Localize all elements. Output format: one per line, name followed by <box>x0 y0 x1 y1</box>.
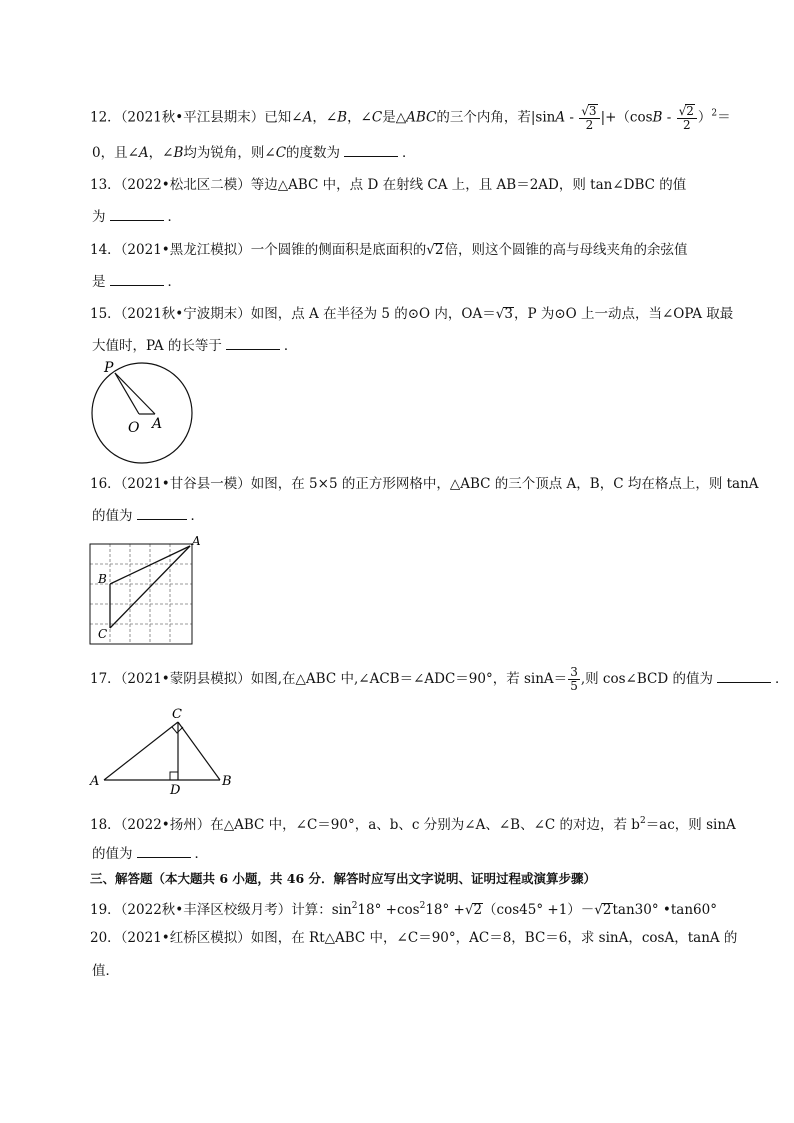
section-3-heading: 三、解答题（本大题共 6 小题，共 46 分．解答时应写出文字说明、证明过程或演算步骤） <box>90 871 597 886</box>
label-b: B <box>222 774 232 789</box>
q15-answer-blank[interactable] <box>226 337 280 350</box>
q18-line2: 的值为 ． <box>92 846 208 862</box>
q20-line1: 20．（2021•红桥区模拟）如图，在 Rt△ABC 中，∠C＝90°，AC＝8，BC＝6，求 sinA，cosA，tanA 的 <box>90 930 738 946</box>
q13-answer-blank[interactable] <box>110 208 164 221</box>
q14-line2: 是 ． <box>92 274 181 290</box>
q19-line: 19．（2022秋•丰泽区校级月考）计算：$\sin^218^\circ +\cos^218^\circ +√2(\cos 45^\circ +1)-√2\tan 30^\circ$ •tan60° <box>90 901 717 918</box>
q12-frac-sqrt2: $\frac{√2}{2}$ <box>677 104 697 132</box>
q17-triangle-figure <box>86 702 246 796</box>
label-a: A <box>192 534 201 548</box>
q15-line2: 大值时，PA 的长等于 ． <box>92 338 298 354</box>
q12-line1: 12．（2021秋•平江县期末）已知∠A，∠B，∠C是△ABC的三个内角，若|sinA - $\frac{√3}{2}$ |+（cosB - $\frac{√2}{2}$ ）$^2$＝ <box>90 104 731 132</box>
q16-answer-blank[interactable] <box>137 507 187 520</box>
q17-answer-blank[interactable] <box>717 670 771 683</box>
label-b: B <box>98 572 107 586</box>
q17-frac: $\frac{3}{5}$ <box>570 665 578 693</box>
q14-answer-blank[interactable] <box>110 273 164 286</box>
label-d: D <box>170 783 181 798</box>
q18-line1: 18．（2022•扬州）在△ABC 中，∠C＝90°，a、b、c 分别为∠A、∠B、∠C 的对边，若 $b^2=ac$，则 sinA <box>90 816 736 833</box>
q20-line2: 值． <box>92 963 119 979</box>
circle-o <box>92 363 192 463</box>
label-a: A <box>90 774 100 789</box>
label-c: C <box>172 707 182 722</box>
q13-line1: 13．（2022•松北区二模）等边△ABC 中，点 D 在射线 CA 上，且 AB＝2AD，则 tan∠DBC 的值 <box>90 177 687 193</box>
q12-line2: 0，且∠A，∠B均为锐角，则∠C的度数为 ． <box>92 145 416 161</box>
q12-answer-blank[interactable] <box>344 144 398 157</box>
q16-grid-figure <box>88 536 208 648</box>
q15-line1: 15．（2021秋•宁波期末）如图，点 A 在半径为 5 的⊙O 内，OA＝√3，P 为⊙O 上一动点，当∠OPA 取最 <box>90 306 734 322</box>
label-o: O <box>128 420 140 436</box>
q18-answer-blank[interactable] <box>137 845 191 858</box>
label-p: P <box>104 360 114 376</box>
segment-cb <box>178 722 220 780</box>
label-a: A <box>152 416 163 432</box>
q16-line2: 的值为 ． <box>92 508 204 524</box>
q13-line2: 为 ． <box>92 209 181 225</box>
segment-ac <box>104 722 178 780</box>
q16-line1: 16．（2021•甘谷县一模）如图，在 5×5 的正方形网格中，△ABC 的三个顶点 A，B，C 均在格点上，则 tanA <box>90 476 759 492</box>
label-c: C <box>98 627 108 641</box>
q14-line1: 14．（2021•黑龙江模拟）一个圆锥的侧面积是底面积的√2倍，则这个圆锥的高与母线夹角的余弦值 <box>90 242 688 258</box>
right-angle-d <box>170 772 178 780</box>
q12-frac-sqrt3: $\frac{√3}{2}$ <box>579 104 599 132</box>
q17-line1: 17．（2021•蒙阴县模拟）如图,在△ABC 中,∠ACB＝∠ADC＝90°，若 sinA＝ $\frac{3}{5}$ ,则 cos∠BCD 的值为 ． <box>90 665 789 693</box>
q15-circle-figure <box>88 358 198 464</box>
